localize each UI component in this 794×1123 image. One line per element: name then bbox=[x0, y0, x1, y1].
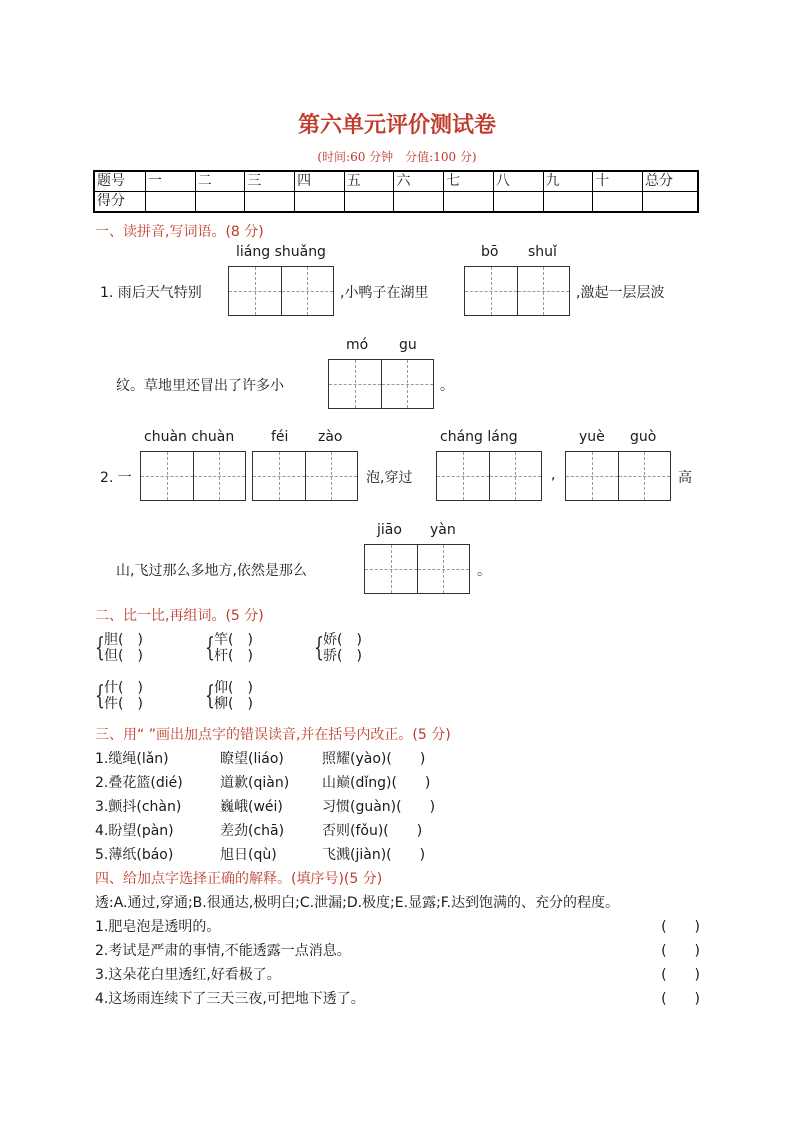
pinyin-gu: gu bbox=[399, 337, 417, 353]
pinyin-zao: zào bbox=[318, 429, 343, 445]
q2-text-3: , bbox=[551, 467, 556, 483]
compare-pair-3 bbox=[314, 632, 362, 664]
score-header-row bbox=[94, 171, 698, 192]
score-header-cell: 题号 bbox=[94, 171, 146, 192]
pinyin-yan: yàn bbox=[430, 522, 456, 538]
s4-definitions: 透:A.通过,穿通;B.很通达,极明白;C.泄漏;D.极度;E.显露;F.达到饱满的、充分的程度。 bbox=[95, 895, 620, 911]
s4-item-1: 1.肥皂泡是透明的。 bbox=[95, 919, 221, 935]
writing-grid-4[interactable] bbox=[140, 451, 246, 501]
compare-pair-5 bbox=[205, 680, 253, 712]
writing-grid-2[interactable] bbox=[464, 266, 570, 316]
s3-row-3-col-2: 巍峨(wéi) bbox=[220, 799, 283, 815]
s3-row-4-col-1: 4.盼望(pàn) bbox=[95, 823, 174, 839]
compare-item[interactable]: 仰( ) bbox=[214, 680, 253, 696]
s3-row-4-col-2: 差劲(chā) bbox=[220, 823, 285, 839]
q2-text-5: 山,飞过那么多地方,依然是那么 bbox=[116, 563, 307, 579]
writing-grid-5[interactable] bbox=[252, 451, 358, 501]
s4-answer-2[interactable]: ( ) bbox=[661, 943, 700, 959]
score-table bbox=[93, 170, 699, 213]
brace-icon: { bbox=[314, 633, 324, 663]
pinyin-yue: yuè bbox=[579, 429, 605, 445]
writing-grid-8[interactable] bbox=[364, 544, 470, 594]
score-input-cell[interactable] bbox=[344, 192, 394, 213]
s4-answer-4[interactable]: ( ) bbox=[661, 991, 700, 1007]
q1-text-5: 。 bbox=[440, 378, 454, 394]
score-input-cell[interactable] bbox=[295, 192, 345, 213]
s3-row-1-col-2: 瞭望(liáo) bbox=[220, 751, 284, 767]
writing-grid-1[interactable] bbox=[228, 266, 334, 316]
section-2-heading: 二、比一比,再组词。(5 分) bbox=[95, 608, 264, 624]
s3-row-5-col-1: 5.薄纸(báo) bbox=[95, 847, 174, 863]
score-label-cell: 得分 bbox=[94, 192, 146, 213]
s4-item-4: 4.这场雨连续下了三天三夜,可把地下透了。 bbox=[95, 991, 365, 1007]
compare-item[interactable]: 杆( ) bbox=[214, 648, 253, 664]
page-title: 第六单元评价测试卷 bbox=[297, 112, 496, 138]
q2-text-1: 2. 一 bbox=[100, 470, 132, 486]
s3-row-5-col-3[interactable]: 飞溅(jiàn)( ) bbox=[322, 847, 426, 863]
pinyin-fei: féi bbox=[271, 429, 289, 445]
pinyin-mo: mó bbox=[346, 337, 369, 353]
score-input-cell[interactable] bbox=[195, 192, 245, 213]
compare-item[interactable]: 什( ) bbox=[104, 680, 143, 696]
writing-grid-3[interactable] bbox=[328, 359, 434, 409]
compare-pair-4 bbox=[95, 680, 143, 712]
pinyin-liang-shuang: liáng shuǎng bbox=[236, 244, 326, 260]
compare-pair-1 bbox=[95, 632, 143, 664]
s4-item-2: 2.考试是严肃的事情,不能透露一点消息。 bbox=[95, 943, 351, 959]
score-header-cell: 总分 bbox=[643, 171, 699, 192]
q2-text-6: 。 bbox=[477, 563, 491, 579]
section-1-heading: 一、读拼音,写词语。(8 分) bbox=[95, 224, 264, 240]
s3-row-5-col-2: 旭日(qù) bbox=[220, 847, 277, 863]
score-input-cell[interactable] bbox=[493, 192, 543, 213]
s3-row-4-col-3[interactable]: 否则(fǒu)( ) bbox=[322, 823, 423, 839]
page-subtitle: (时间:60 分钟 分值:100 分) bbox=[317, 150, 477, 164]
score-value-row bbox=[94, 192, 698, 213]
s3-row-2-col-2: 道歉(qiàn) bbox=[220, 775, 290, 791]
s3-row-3-col-3[interactable]: 习惯(guàn)( ) bbox=[322, 799, 436, 815]
pinyin-chang-lang: cháng láng bbox=[440, 429, 518, 445]
score-header-cell: 七 bbox=[444, 171, 494, 192]
score-input-cell[interactable] bbox=[543, 192, 593, 213]
brace-icon: { bbox=[205, 633, 215, 663]
score-header-cell: 三 bbox=[245, 171, 295, 192]
score-header-cell: 六 bbox=[394, 171, 444, 192]
q1-text-3: ,激起一层层波 bbox=[576, 285, 665, 301]
q1-text-1: 1. 雨后天气特别 bbox=[100, 285, 202, 301]
s4-answer-1[interactable]: ( ) bbox=[661, 919, 700, 935]
q1-text-2: ,小鸭子在湖里 bbox=[340, 285, 429, 301]
brace-icon: { bbox=[95, 681, 105, 711]
score-header-cell: 二 bbox=[195, 171, 245, 192]
compare-item[interactable]: 但( ) bbox=[104, 648, 143, 664]
compare-item[interactable]: 件( ) bbox=[104, 696, 143, 712]
s3-row-1-col-1: 1.缆绳(lǎn) bbox=[95, 751, 169, 767]
pinyin-guo: guò bbox=[630, 429, 657, 445]
score-input-cell[interactable] bbox=[394, 192, 444, 213]
s3-row-3-col-1: 3.颤抖(chàn) bbox=[95, 799, 182, 815]
compare-item[interactable]: 娇( ) bbox=[323, 632, 362, 648]
pinyin-jiao: jiāo bbox=[377, 522, 402, 538]
writing-grid-7[interactable] bbox=[565, 451, 671, 501]
score-header-cell: 十 bbox=[593, 171, 643, 192]
pinyin-shui: shuǐ bbox=[528, 244, 557, 260]
s4-answer-3[interactable]: ( ) bbox=[661, 967, 700, 983]
compare-item[interactable]: 柳( ) bbox=[214, 696, 253, 712]
compare-item[interactable]: 骄( ) bbox=[323, 648, 362, 664]
score-input-cell[interactable] bbox=[593, 192, 643, 213]
q2-text-4: 高 bbox=[678, 470, 692, 486]
section-3-heading: 三、用“ ”画出加点字的错误读音,并在括号内改正。(5 分) bbox=[95, 727, 451, 743]
compare-item[interactable]: 胆( ) bbox=[104, 632, 143, 648]
brace-icon: { bbox=[205, 681, 215, 711]
score-input-cell[interactable] bbox=[146, 192, 196, 213]
compare-pair-2 bbox=[205, 632, 253, 664]
section-4-heading: 四、给加点字选择正确的解释。(填序号)(5 分) bbox=[95, 871, 383, 887]
score-header-cell: 四 bbox=[295, 171, 345, 192]
score-header-cell: 五 bbox=[344, 171, 394, 192]
s3-row-2-col-1: 2.叠花篮(dié) bbox=[95, 775, 183, 791]
s3-row-1-col-3[interactable]: 照耀(yào)( ) bbox=[322, 751, 426, 767]
compare-item[interactable]: 竿( ) bbox=[214, 632, 253, 648]
pinyin-bo: bō bbox=[481, 244, 499, 260]
s3-row-2-col-3[interactable]: 山巅(dǐng)( ) bbox=[322, 775, 431, 791]
score-input-cell[interactable] bbox=[245, 192, 295, 213]
score-input-cell[interactable] bbox=[643, 192, 699, 213]
brace-icon: { bbox=[95, 633, 105, 663]
pinyin-chuan-chuan: chuàn chuàn bbox=[144, 429, 235, 445]
score-header-cell: 八 bbox=[493, 171, 543, 192]
writing-grid-6[interactable] bbox=[436, 451, 542, 501]
score-input-cell[interactable] bbox=[444, 192, 494, 213]
score-header-cell: 九 bbox=[543, 171, 593, 192]
q1-text-4: 纹。草地里还冒出了许多小 bbox=[116, 378, 284, 394]
q2-text-2: 泡,穿过 bbox=[366, 470, 413, 486]
s4-item-3: 3.这朵花白里透红,好看极了。 bbox=[95, 967, 281, 983]
score-header-cell: 一 bbox=[146, 171, 196, 192]
